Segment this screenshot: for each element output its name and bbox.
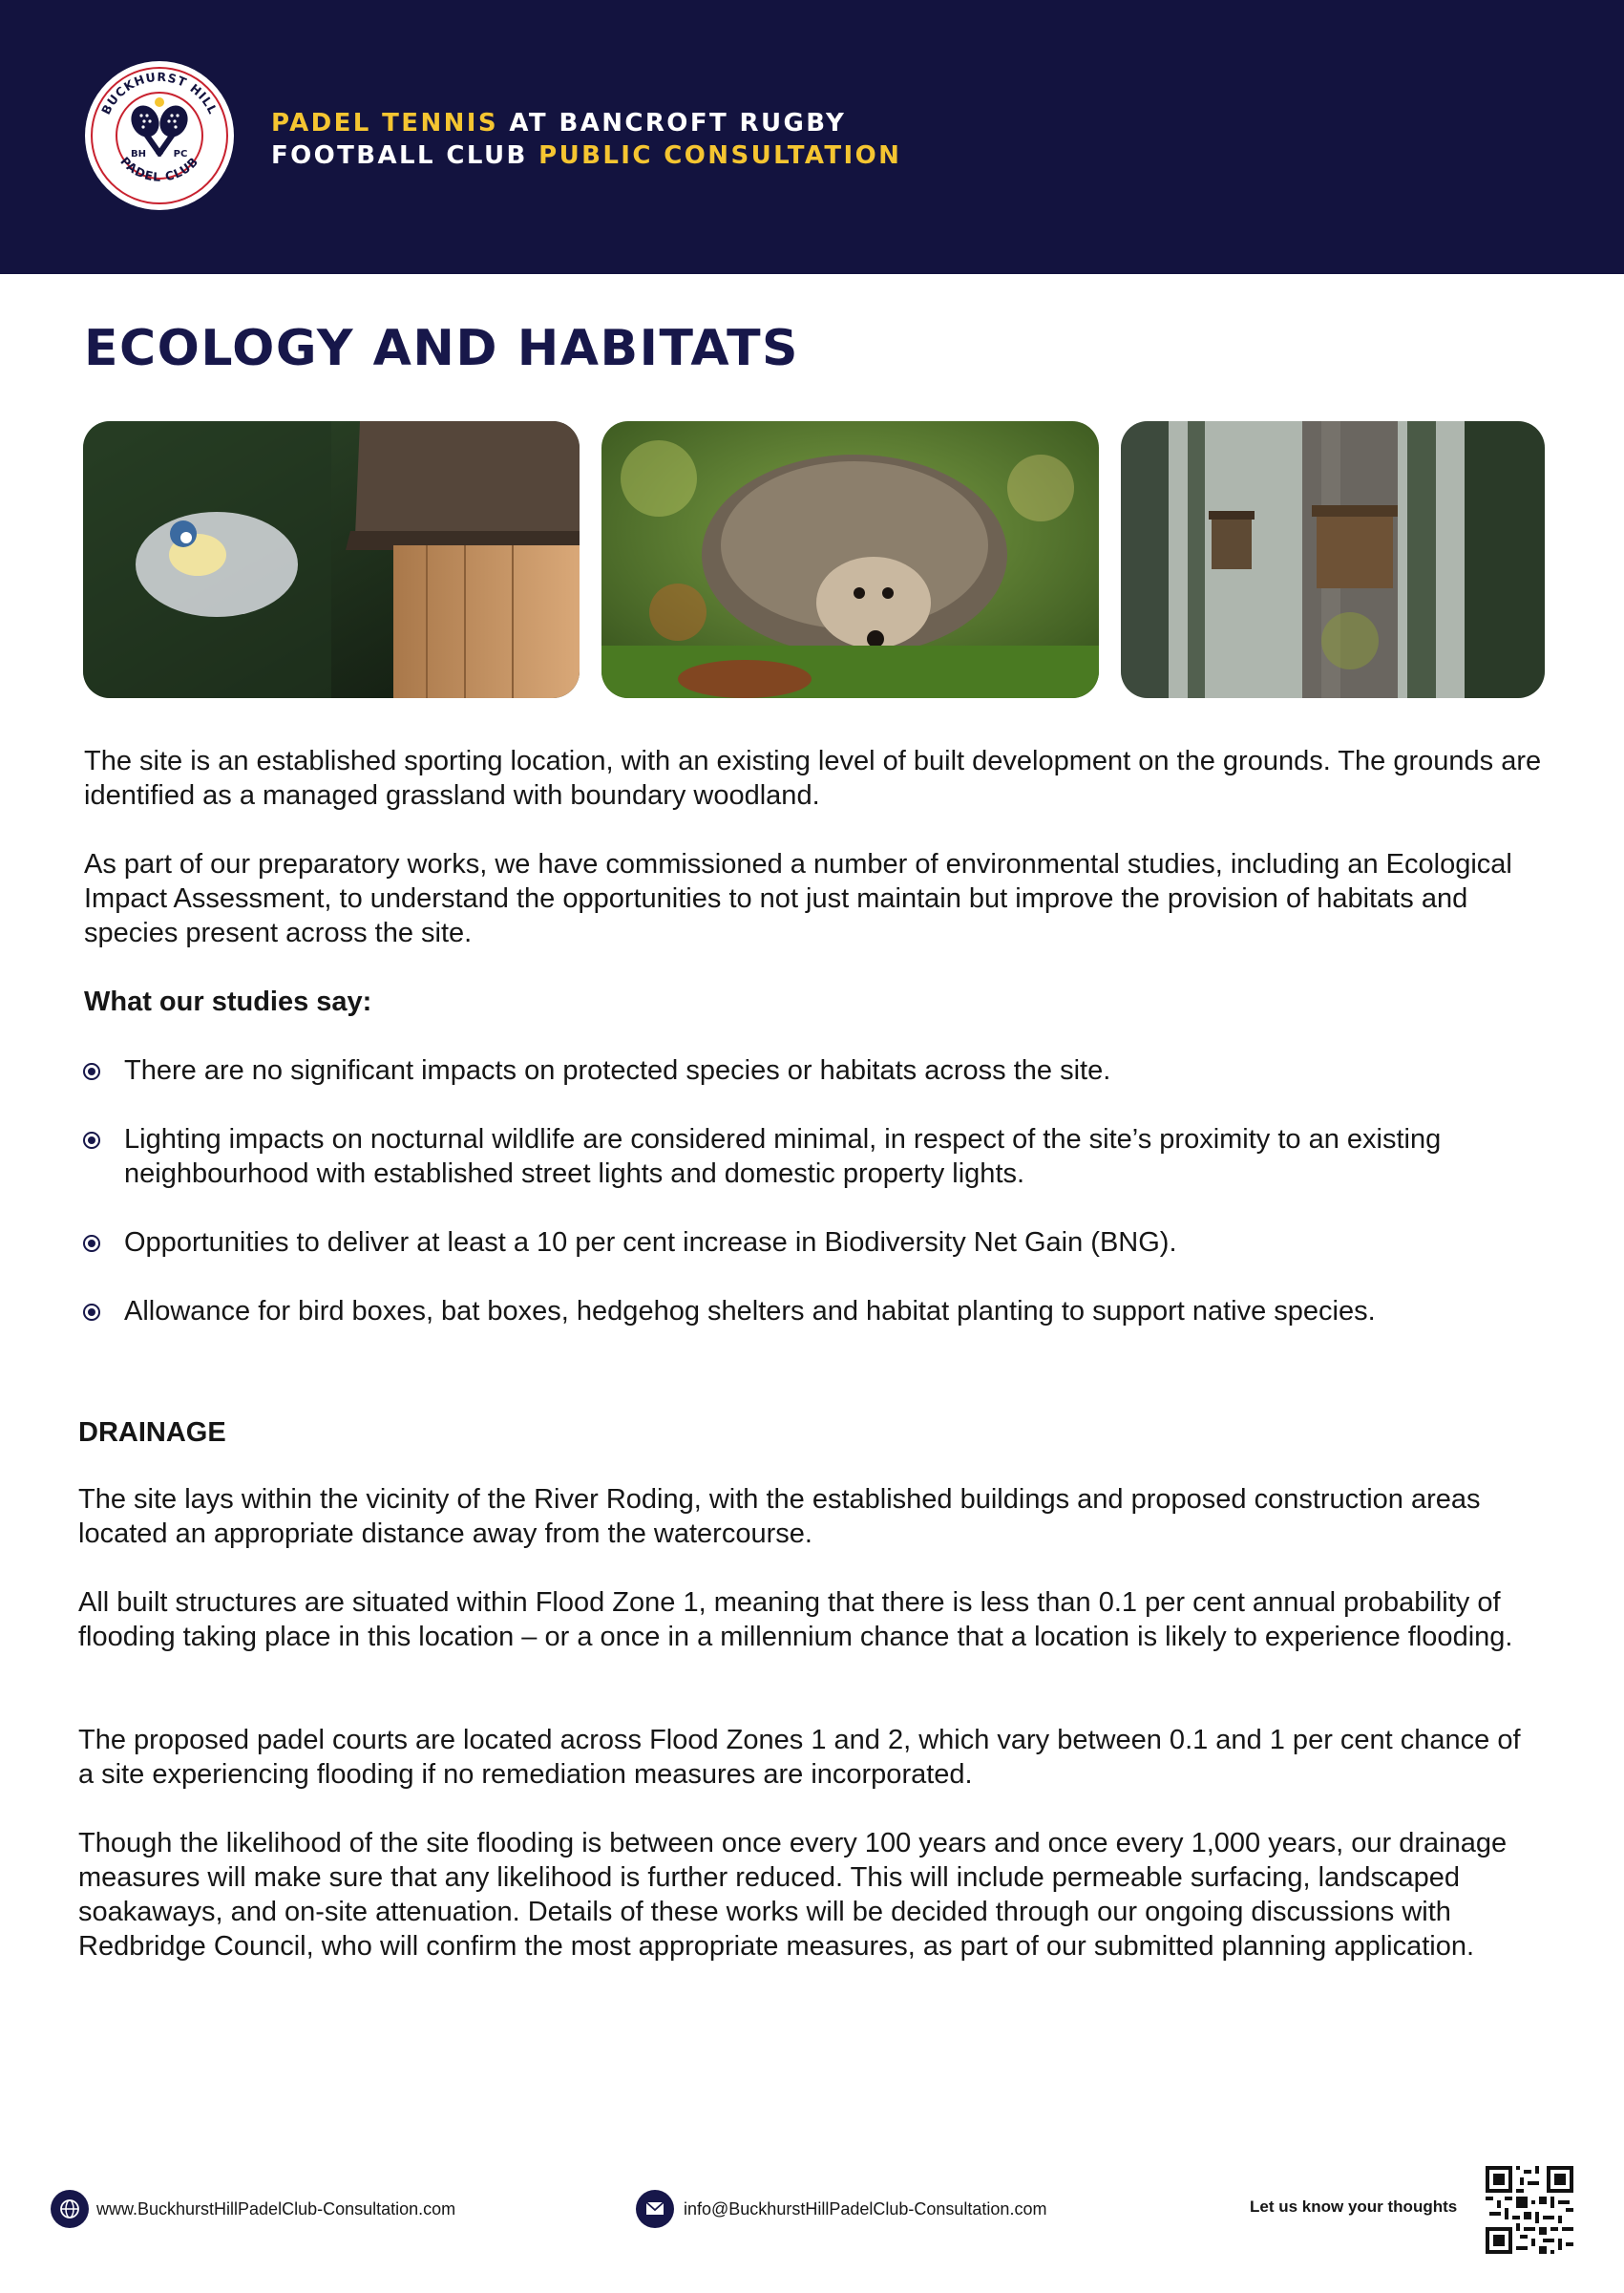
drainage-paragraph-1: The site lays within the vicinity of the River Roding, with the established buildings and proposed construction areas located an appropriate distance away from the watercourse. (78, 1484, 1481, 1549)
padel-club-logo (84, 60, 235, 211)
bullet-marker (83, 1063, 100, 1080)
bird-and-birdbox-photo (83, 421, 580, 698)
bat-boxes-on-tree-photo (1121, 421, 1545, 698)
study-bullet-4: Allowance for bird boxes, bat boxes, hedgehog shelters and habitat planting to support native species. (124, 1296, 1376, 1327)
consultation-title (271, 107, 901, 172)
feedback-cta: Let us know your thoughts (1250, 2197, 1458, 2216)
svg-text:BH: BH (131, 149, 146, 159)
title-highlight-consultation: PUBLIC CONSULTATION (538, 141, 902, 170)
svg-text:BUCKHURST HILL: BUCKHURST HILL (98, 69, 221, 117)
envelope-icon (636, 2190, 674, 2228)
study-bullet-2: Lighting impacts on nocturnal wildlife are considered minimal, in respect of the site’s proximity to an existing neighbourhood with established street lights and domestic property lights. (124, 1124, 1442, 1189)
hedgehog-photo (601, 421, 1099, 698)
svg-text:PC: PC (173, 149, 188, 159)
drainage-paragraph-4: Though the likelihood of the site flooding is between once every 100 years and once every 1,000 years, our drainage measures will make sure that any likelihood is further reduced. This will include permeable surfacing, landscaped soakaways, and on-site attenuation. Details of these works will be decided through our ongoing discussions with Redbridge Council, who will confirm the most appropriate measures, as part of our submitted planning application. (78, 1828, 1508, 1962)
svg-text:PADEL CLUB: PADEL CLUB (117, 154, 201, 184)
bullet-marker (83, 1235, 100, 1252)
drainage-paragraph-3: The proposed padel courts are located across Flood Zones 1 and 2, which vary between 0.1 and 1 per cent chance of a site experiencing flooding if no remediation measures are incorporated. (78, 1725, 1521, 1790)
website-link[interactable]: www.BuckhurstHillPadelClub-Consultation.com (96, 2199, 456, 2219)
study-bullet-1: There are no significant impacts on protected species or habitats across the site. (124, 1055, 1111, 1086)
globe-icon (51, 2190, 89, 2228)
title-text-bancroft: AT BANCROFT RUGBY (497, 109, 847, 138)
ecology-paragraph-2: As part of our preparatory works, we have commissioned a number of environmental studies, including an Ecological Impact Assessment, to understand the opportunities to not just maintain but improve the provision of habitats and species present across the site. (84, 849, 1512, 948)
bullet-marker (83, 1132, 100, 1149)
ecology-paragraph-1: The site is an established sporting location, with an existing level of built development on the grounds. The grounds are identified as a managed grassland with boundary woodland. (84, 746, 1542, 811)
qr-code[interactable] (1486, 2166, 1573, 2254)
studies-heading: What our studies say: (84, 987, 372, 1017)
title-highlight-padel: PADEL TENNIS (271, 109, 498, 138)
email-link[interactable]: info@BuckhurstHillPadelClub-Consultation.com (684, 2199, 1047, 2219)
study-bullet-3: Opportunities to deliver at least a 10 per cent increase in Biodiversity Net Gain (BNG). (124, 1227, 1177, 1258)
drainage-heading: DRAINAGE (78, 1417, 226, 1448)
drainage-paragraph-2: All built structures are situated within Flood Zone 1, meaning that there is less than 0.1 per cent annual probability of flooding taking place in this location – or a once in a millennium chance that a location is likely to experience flooding. (78, 1587, 1513, 1652)
title-text-football-club: FOOTBALL CLUB (271, 141, 539, 170)
header-banner (0, 0, 1624, 274)
bullet-marker (83, 1304, 100, 1321)
page-title: ECOLOGY AND HABITATS (84, 320, 800, 377)
